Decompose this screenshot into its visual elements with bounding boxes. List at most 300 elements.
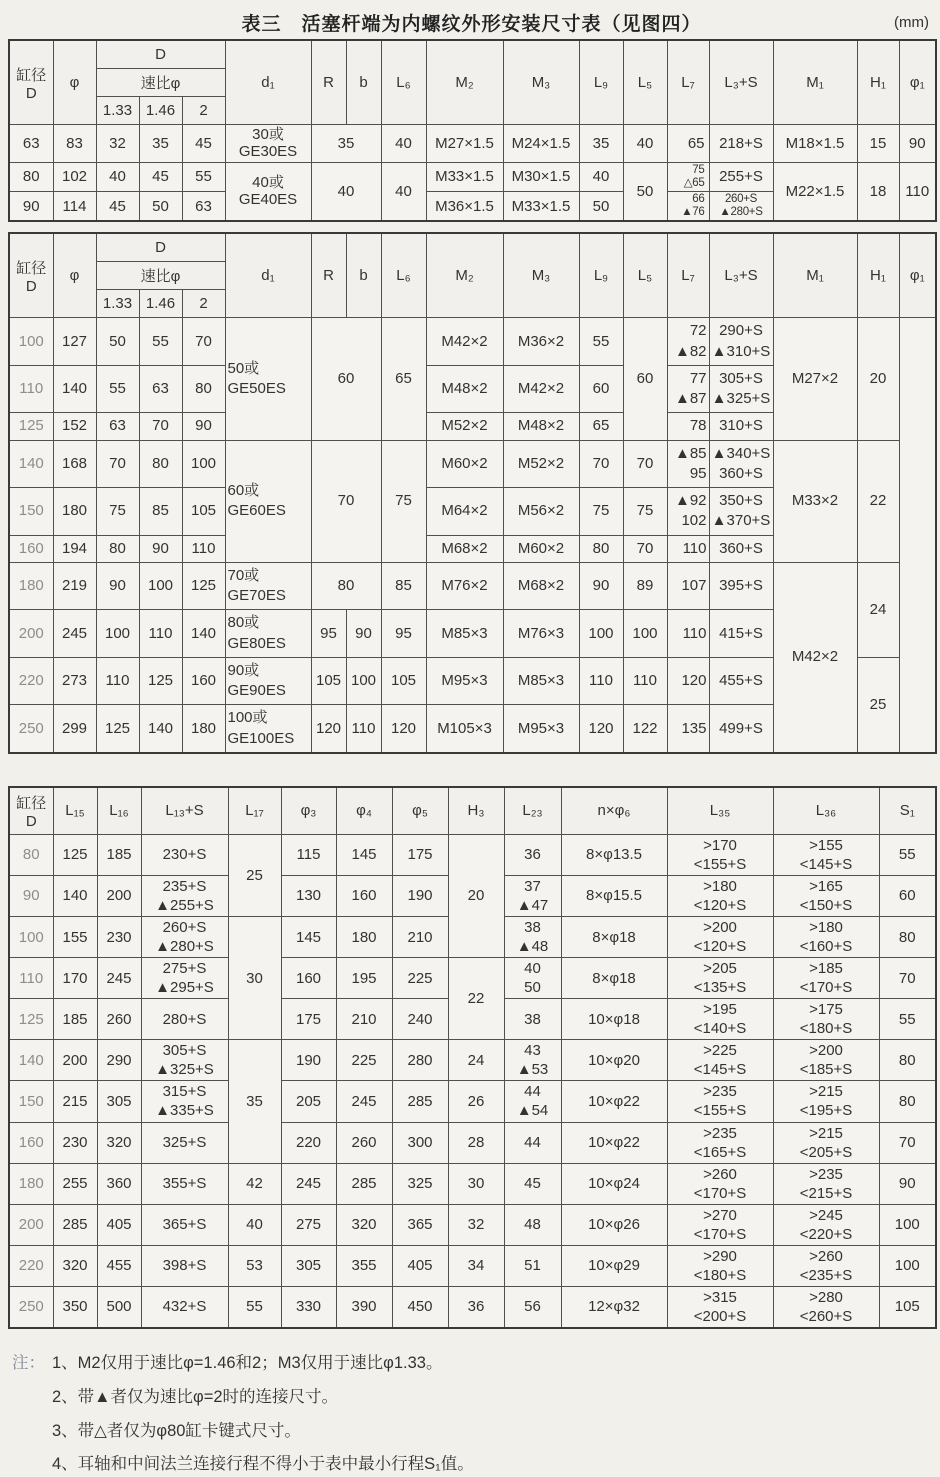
table-cell: >260 <170+S xyxy=(667,1163,773,1204)
table-cell: 34 xyxy=(448,1245,504,1286)
table-cell: 55 xyxy=(96,365,139,413)
table-cell: 90 xyxy=(139,535,182,562)
table-cell: 110 xyxy=(899,162,936,221)
table-cell: 355 xyxy=(336,1245,392,1286)
table-cell: 40 xyxy=(228,1204,281,1245)
table-cell: 310+S xyxy=(709,413,773,440)
table-cell: 125 xyxy=(182,562,225,610)
table-cell: 120 xyxy=(667,657,709,705)
table-cell: 80 xyxy=(139,440,182,488)
table-cell: 200 xyxy=(9,1204,53,1245)
table-cell: 10×φ24 xyxy=(561,1163,667,1204)
note-3-text: 3、带△者仅为φ80缸卡键式尺寸。 xyxy=(52,1421,301,1440)
table-cell: 160 xyxy=(281,958,336,999)
table-cell: 50或 GE50ES xyxy=(225,318,311,440)
table-cell: 63 xyxy=(139,365,182,413)
table-cell: M85×3 xyxy=(426,610,503,658)
table-cell: 70 xyxy=(96,440,139,488)
table-cell: 40 xyxy=(381,125,426,163)
table-cell: 140 xyxy=(53,365,96,413)
table-cell: 100或 GE100ES xyxy=(225,705,311,753)
table-cell: 8×φ18 xyxy=(561,958,667,999)
table-cell: 63 xyxy=(9,125,53,163)
table-cell: 75 xyxy=(579,488,623,536)
table-cell: 260+S ▲280+S xyxy=(141,917,228,958)
table-cell: 12×φ32 xyxy=(561,1286,667,1328)
table-cell: M42×2 xyxy=(503,365,579,413)
piston-rod-dim-table-63-90 xyxy=(8,39,937,222)
column-header: L₅ xyxy=(623,40,667,125)
table-cell: 122 xyxy=(623,705,667,753)
table-cell: 10×φ29 xyxy=(561,1245,667,1286)
table-cell: 90 xyxy=(182,413,225,440)
table-cell: 115 xyxy=(281,834,336,875)
column-header: 缸径 D xyxy=(9,233,53,318)
table-cell: 26 xyxy=(448,1081,504,1122)
column-header: 2 xyxy=(182,97,225,125)
table-cell: M52×2 xyxy=(503,440,579,488)
table-cell: 66 ▲76 xyxy=(667,191,709,221)
table-cell: 35 xyxy=(579,125,623,163)
table-cell: 170 xyxy=(53,958,97,999)
table-cell: 245 xyxy=(336,1081,392,1122)
table-cell: 235+S ▲255+S xyxy=(141,875,228,916)
table-cell: M76×3 xyxy=(503,610,579,658)
piston-rod-dim-table-100-250 xyxy=(8,232,937,754)
table-cell: >245 <220+S xyxy=(773,1204,879,1245)
table-cell: M85×3 xyxy=(503,657,579,705)
table-cell: 45 xyxy=(504,1163,561,1204)
table-cell: ▲340+S 360+S xyxy=(709,440,773,488)
table-cell: 125 xyxy=(53,834,97,875)
table-cell: M95×3 xyxy=(426,657,503,705)
table-cell: 44 xyxy=(504,1122,561,1163)
table-cell: 305 xyxy=(97,1081,141,1122)
table-cell: 365+S xyxy=(141,1204,228,1245)
table-cell: 22 xyxy=(448,958,504,1040)
table-cell: 205 xyxy=(281,1081,336,1122)
column-header: φ₁ xyxy=(899,40,936,125)
table-cell: 105 xyxy=(182,488,225,536)
column-header: φ xyxy=(53,40,96,125)
table-cell: 230+S xyxy=(141,834,228,875)
note-2-text: 2、带▲者仅为速比φ=2时的连接尺寸。 xyxy=(52,1387,339,1406)
column-header: L₁₇ xyxy=(228,787,281,835)
table-cell: 60 xyxy=(623,318,667,440)
column-header: M₂ xyxy=(426,233,503,318)
column-header: L₂₃ xyxy=(504,787,561,835)
column-header: φ₃ xyxy=(281,787,336,835)
table-cell: 44 ▲54 xyxy=(504,1081,561,1122)
table-cell: 107 xyxy=(667,562,709,610)
table-cell: 65 xyxy=(381,318,426,440)
table-cell: 120 xyxy=(381,705,426,753)
table-cell: 280 xyxy=(392,1040,448,1081)
table-cell: 260+S ▲280+S xyxy=(709,191,773,221)
table-cell: 135 xyxy=(667,705,709,753)
table-cell: 245 xyxy=(281,1163,336,1204)
table-cell: 40 xyxy=(96,162,139,191)
table-cell: 130 xyxy=(281,875,336,916)
table-cell: 432+S xyxy=(141,1286,228,1328)
table-cell: 80 xyxy=(9,162,53,191)
table-cell: 78 xyxy=(667,413,709,440)
table-cell: 70或 GE70ES xyxy=(225,562,311,610)
table-cell: M64×2 xyxy=(426,488,503,536)
table-cell: 175 xyxy=(392,834,448,875)
table-cell: M52×2 xyxy=(426,413,503,440)
table-cell: 360 xyxy=(97,1163,141,1204)
table-cell: 24 xyxy=(448,1040,504,1081)
table-cell: 80 xyxy=(879,1081,936,1122)
column-header: L₁₃+S xyxy=(141,787,228,835)
table-cell: 70 xyxy=(623,535,667,562)
table-cell: >235 <165+S xyxy=(667,1122,773,1163)
table-cell: 70 xyxy=(139,413,182,440)
table-cell: 100 xyxy=(9,318,53,366)
table-cell: 120 xyxy=(579,705,623,753)
table-cell: 45 xyxy=(139,162,182,191)
table-cell: 85 xyxy=(381,562,426,610)
table-cell: 140 xyxy=(9,440,53,488)
table-cell: 72 ▲82 xyxy=(667,318,709,366)
table-cell: 195 xyxy=(336,958,392,999)
table-cell: 38 xyxy=(504,999,561,1040)
table-cell: 330 xyxy=(281,1286,336,1328)
table-cell: 225 xyxy=(392,958,448,999)
table-cell: M48×2 xyxy=(426,365,503,413)
table-cell: 40 xyxy=(381,162,426,221)
table-cell: 50 xyxy=(579,191,623,221)
table-cell: 140 xyxy=(139,705,182,753)
table-cell: 245 xyxy=(53,610,96,658)
table-cell: 180 xyxy=(9,1163,53,1204)
column-header: M₃ xyxy=(503,233,579,318)
column-header: 1.46 xyxy=(139,97,182,125)
table-cell: 350+S ▲370+S xyxy=(709,488,773,536)
table-cell: 180 xyxy=(53,488,96,536)
table-cell: 110 xyxy=(346,705,381,753)
table-cell: 190 xyxy=(392,875,448,916)
table-cell xyxy=(899,318,936,753)
table-cell: 70 xyxy=(182,318,225,366)
table-cell: 48 xyxy=(504,1204,561,1245)
table-cell: 10×φ20 xyxy=(561,1040,667,1081)
column-header: φ xyxy=(53,233,96,318)
table-cell: 180 xyxy=(9,562,53,610)
document-sheet xyxy=(8,0,935,1477)
table-cell: 70 xyxy=(879,958,936,999)
table-cell: M76×2 xyxy=(426,562,503,610)
column-header: φ₄ xyxy=(336,787,392,835)
table-cell: 40或GE40ES xyxy=(225,162,311,221)
column-header: H₃ xyxy=(448,787,504,835)
table-cell: 80 xyxy=(182,365,225,413)
table-cell: M33×1.5 xyxy=(503,191,579,221)
notes xyxy=(12,1351,935,1477)
table-cell: >165 <150+S xyxy=(773,875,879,916)
table-cell: 70 xyxy=(311,440,381,562)
table-cell: 150 xyxy=(9,1081,53,1122)
column-header: d₁ xyxy=(225,233,311,318)
table-cell: 8×φ13.5 xyxy=(561,834,667,875)
table-cell: 240 xyxy=(392,999,448,1040)
table-cell: 350 xyxy=(53,1286,97,1328)
table-cell: 160 xyxy=(9,535,53,562)
table-cell: 220 xyxy=(9,657,53,705)
table-cell: 25 xyxy=(228,834,281,916)
table-cell: 500 xyxy=(97,1286,141,1328)
table-cell: 32 xyxy=(96,125,139,163)
table-cell: 150 xyxy=(9,488,53,536)
column-header: 缸径 D xyxy=(9,787,53,835)
table-cell: 90 xyxy=(9,875,53,916)
table-cell: >175 <180+S xyxy=(773,999,879,1040)
column-header: L₅ xyxy=(623,233,667,318)
table-cell: 65 xyxy=(579,413,623,440)
table-cell: >215 <195+S xyxy=(773,1081,879,1122)
column-header: M₁ xyxy=(773,233,857,318)
table-cell: 200 xyxy=(97,875,141,916)
table-cell: M22×1.5 xyxy=(773,162,857,221)
table-cell: 80 xyxy=(9,834,53,875)
table-cell: 140 xyxy=(182,610,225,658)
table-cell: 250 xyxy=(9,1286,53,1328)
column-header: R xyxy=(311,233,346,318)
table-cell: 185 xyxy=(97,834,141,875)
table-cell: 60 xyxy=(879,875,936,916)
table-cell: 285 xyxy=(336,1163,392,1204)
table-cell: M27×2 xyxy=(773,318,857,440)
table-cell: 220 xyxy=(9,1245,53,1286)
table-cell: 280+S xyxy=(141,999,228,1040)
table-cell: 325 xyxy=(392,1163,448,1204)
column-header: b xyxy=(346,233,381,318)
table-cell: 210 xyxy=(336,999,392,1040)
table-cell: 25 xyxy=(857,657,899,753)
column-header: L₃₅ xyxy=(667,787,773,835)
table-cell: 100 xyxy=(139,562,182,610)
table-cell: 230 xyxy=(53,1122,97,1163)
table-cell: >290 <180+S xyxy=(667,1245,773,1286)
column-header: R xyxy=(311,40,346,125)
table-cell: 77 ▲87 xyxy=(667,365,709,413)
table-cell: 395+S xyxy=(709,562,773,610)
table-cell: 105 xyxy=(311,657,346,705)
table-cell: 30或GE30ES xyxy=(225,125,311,163)
table-cell: 320 xyxy=(336,1204,392,1245)
note-3 xyxy=(12,1419,935,1444)
table-cell: 110 xyxy=(182,535,225,562)
table-cell: 110 xyxy=(667,535,709,562)
table-cell: 45 xyxy=(96,191,139,221)
column-header: H₁ xyxy=(857,40,899,125)
table-cell: 100 xyxy=(182,440,225,488)
table-cell: 180 xyxy=(182,705,225,753)
table-cell: 60或 GE60ES xyxy=(225,440,311,562)
table-cell: 40 xyxy=(579,162,623,191)
table-cell: 275+S ▲295+S xyxy=(141,958,228,999)
table-cell: 90 xyxy=(579,562,623,610)
table-cell: 305+S ▲325+S xyxy=(141,1040,228,1081)
table-cell: 255+S xyxy=(709,162,773,191)
table-cell: 90 xyxy=(899,125,936,163)
table-cell: 50 xyxy=(139,191,182,221)
table-cell: 55 xyxy=(139,318,182,366)
table-cell: 8×φ18 xyxy=(561,917,667,958)
notes-label: 注： xyxy=(12,1354,45,1372)
table-cell: M27×1.5 xyxy=(426,125,503,163)
table-cell: 63 xyxy=(96,413,139,440)
table-cell: 210 xyxy=(392,917,448,958)
column-header: φ₁ xyxy=(899,233,936,318)
table-cell: 89 xyxy=(623,562,667,610)
table-cell: >205 <135+S xyxy=(667,958,773,999)
table-cell: >200 <120+S xyxy=(667,917,773,958)
column-header: 速比φ xyxy=(96,262,225,290)
table-cell: 36 xyxy=(448,1286,504,1328)
table-cell: 110 xyxy=(623,657,667,705)
table-cell: 110 xyxy=(9,958,53,999)
table-cell: 275 xyxy=(281,1204,336,1245)
table-cell: >185 <170+S xyxy=(773,958,879,999)
column-header: 1.33 xyxy=(96,290,139,318)
table-cell: 90 xyxy=(879,1163,936,1204)
table-cell: 50 xyxy=(96,318,139,366)
table-cell: ▲85 95 xyxy=(667,440,709,488)
table-cell: 55 xyxy=(228,1286,281,1328)
table-cell: 360+S xyxy=(709,535,773,562)
table-cell: 200 xyxy=(53,1040,97,1081)
table-cell: 40 xyxy=(311,162,381,221)
table-cell: 365 xyxy=(392,1204,448,1245)
table-cell: 85 xyxy=(139,488,182,536)
table-cell: 60 xyxy=(579,365,623,413)
table-cell: 390 xyxy=(336,1286,392,1328)
table-cell: 140 xyxy=(9,1040,53,1081)
table-cell: M36×2 xyxy=(503,318,579,366)
table-cell: 40 50 xyxy=(504,958,561,999)
table-cell: >270 <170+S xyxy=(667,1204,773,1245)
column-header: M₁ xyxy=(773,40,857,125)
table-cell: 10×φ18 xyxy=(561,999,667,1040)
table-cell: 120 xyxy=(311,705,346,753)
table-cell: 30 xyxy=(228,917,281,1040)
table-cell: 32 xyxy=(448,1204,504,1245)
column-header: 速比φ xyxy=(96,69,225,97)
table-cell: 499+S xyxy=(709,705,773,753)
table-cell: >260 <235+S xyxy=(773,1245,879,1286)
table-cell: 15 xyxy=(857,125,899,163)
table-cell: 110 xyxy=(9,365,53,413)
column-header: L₇ xyxy=(667,233,709,318)
table-cell: 105 xyxy=(381,657,426,705)
table-cell: 70 xyxy=(579,440,623,488)
table-cell: 405 xyxy=(392,1245,448,1286)
table-cell: 325+S xyxy=(141,1122,228,1163)
table-cell: 100 xyxy=(879,1245,936,1286)
column-header: L₇ xyxy=(667,40,709,125)
table-cell: 305 xyxy=(281,1245,336,1286)
table-cell: 175 xyxy=(281,999,336,1040)
table-cell: 245 xyxy=(97,958,141,999)
note-4-text: 4、耳轴和中间法兰连接行程不得小于表中最小行程S₁值。 xyxy=(52,1455,474,1474)
table-cell: 43 ▲53 xyxy=(504,1040,561,1081)
table-cell: M48×2 xyxy=(503,413,579,440)
table-cell: 90 xyxy=(9,191,53,221)
note-1 xyxy=(12,1351,935,1376)
table-cell: 80或 GE80ES xyxy=(225,610,311,658)
table-cell: 90 xyxy=(346,610,381,658)
table-cell: 255 xyxy=(53,1163,97,1204)
table-cell: >215 <205+S xyxy=(773,1122,879,1163)
table-cell: 110 xyxy=(96,657,139,705)
table-cell: 35 xyxy=(311,125,381,163)
table-cell: 75 xyxy=(381,440,426,562)
table-cell: 80 xyxy=(311,562,381,610)
table-cell: 36 xyxy=(504,834,561,875)
table-cell: 290 xyxy=(97,1040,141,1081)
column-header: L₃+S xyxy=(709,233,773,318)
table-cell: >315 <200+S xyxy=(667,1286,773,1328)
table-cell: >170 <155+S xyxy=(667,834,773,875)
column-header: 1.33 xyxy=(96,97,139,125)
table-cell: 160 xyxy=(9,1122,53,1163)
table-cell: 55 xyxy=(579,318,623,366)
table-cell: 95 xyxy=(381,610,426,658)
table-cell: 300 xyxy=(392,1122,448,1163)
table-cell: 218+S xyxy=(709,125,773,163)
table-cell: 55 xyxy=(182,162,225,191)
table-cell: 105 xyxy=(879,1286,936,1328)
table-cell: 145 xyxy=(281,917,336,958)
column-header: n×φ₆ xyxy=(561,787,667,835)
table-cell: M60×2 xyxy=(426,440,503,488)
mounting-dim-table-80-250 xyxy=(8,786,937,1329)
column-header: 1.46 xyxy=(139,290,182,318)
table-cell: 110 xyxy=(139,610,182,658)
table-cell: 50 xyxy=(623,162,667,221)
table-cell: 250 xyxy=(9,705,53,753)
column-header: 缸径 D xyxy=(9,40,53,125)
table-cell: >195 <140+S xyxy=(667,999,773,1040)
table-cell: >200 <185+S xyxy=(773,1040,879,1081)
table-cell: 225 xyxy=(336,1040,392,1081)
column-header: 2 xyxy=(182,290,225,318)
table-cell: 100 xyxy=(579,610,623,658)
table-cell: 160 xyxy=(182,657,225,705)
table-cell: M24×1.5 xyxy=(503,125,579,163)
table-cell: 285 xyxy=(53,1204,97,1245)
table-cell: M56×2 xyxy=(503,488,579,536)
table-cell: 160 xyxy=(336,875,392,916)
table-cell: 260 xyxy=(336,1122,392,1163)
table-cell: 415+S xyxy=(709,610,773,658)
table-cell: >180 <120+S xyxy=(667,875,773,916)
table-cell: >235 <155+S xyxy=(667,1081,773,1122)
table-cell: 320 xyxy=(53,1245,97,1286)
table-cell: 140 xyxy=(53,875,97,916)
table-cell: 8×φ15.5 xyxy=(561,875,667,916)
table-cell: 80 xyxy=(879,1040,936,1081)
table-cell: 28 xyxy=(448,1122,504,1163)
table-cell: 215 xyxy=(53,1081,97,1122)
column-header: φ₅ xyxy=(392,787,448,835)
table-cell: 80 xyxy=(96,535,139,562)
table-cell: 75 △65 xyxy=(667,162,709,191)
column-header: S₁ xyxy=(879,787,936,835)
table-cell: 273 xyxy=(53,657,96,705)
